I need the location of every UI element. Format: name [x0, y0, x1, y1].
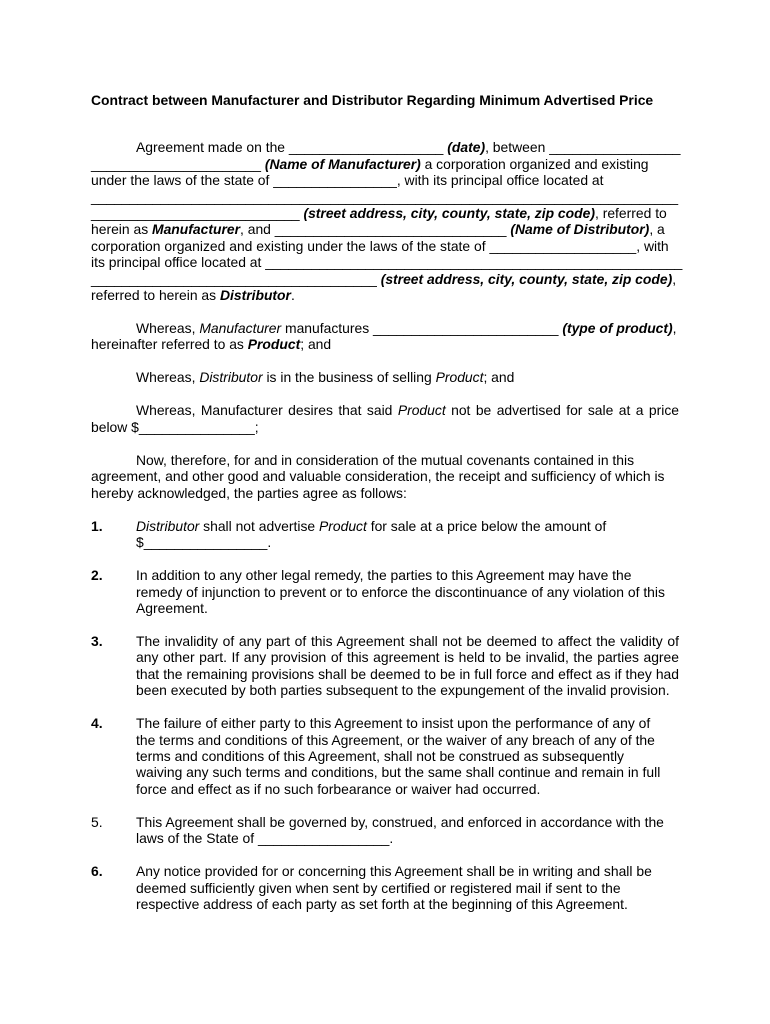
product-term: Product — [247, 336, 301, 353]
product-term: Product — [397, 402, 446, 419]
whereas-text: ; and — [483, 369, 515, 386]
distributor-term: Distributor — [136, 517, 200, 534]
address-label: (street address, city, county, state, zip code) — [380, 270, 673, 287]
clause-1 — [91, 518, 679, 551]
whereas-text: manufactures ________________________ — [281, 320, 563, 337]
intro-text: , between _________________ — [485, 139, 681, 156]
intro-text: Agreement made on the ____________________ — [136, 139, 448, 156]
clause-5-line-1: This Agreement shall be governed by, construed, and enforced in accordance with the — [136, 813, 664, 830]
clause-number: 4. — [91, 715, 103, 732]
whereas-text: Whereas, Manufacturer desires that said — [136, 402, 398, 419]
whereas-1-line-1 — [91, 320, 679, 336]
whereas-1-line-2 — [91, 336, 679, 352]
intro-line-10 — [91, 287, 679, 303]
whereas-paragraph-1 — [91, 320, 679, 353]
product-type-label: (type of product) — [562, 320, 673, 337]
clause-number: 1. — [91, 517, 103, 534]
address-label: (street address, city, county, state, zip code) — [303, 205, 595, 222]
intro-line-2 — [91, 156, 679, 172]
document-title: Contract between Manufacturer and Distributor Regarding Minimum Advertised Price — [91, 92, 654, 108]
clause-1-line-1 — [136, 518, 679, 534]
whereas-paragraph-2 — [91, 369, 679, 385]
product-term: Product — [435, 369, 484, 386]
now-therefore-paragraph: Now, therefore, for and in consideration of the mutual covenants contained in this agreement, and other good and valuable consideration, the receipt and sufficiency of which is hereby acknowledged, the parties agree as follows: — [91, 451, 665, 501]
intro-text: , — [672, 270, 677, 287]
intro-text: , a — [649, 221, 665, 238]
intro-line-9 — [91, 271, 679, 287]
manufacturer-name-label: (Name of Manufacturer) — [264, 155, 421, 172]
intro-text: a corporation organized and existing — [420, 155, 649, 172]
distributor-term: Distributor — [199, 369, 263, 386]
intro-paragraph — [91, 139, 683, 304]
intro-text: ___________________________ — [91, 205, 304, 222]
clause-5 — [91, 814, 679, 847]
intro-line-5 — [91, 205, 679, 221]
clause-5-line-2: laws of the State of _________________. — [136, 830, 394, 847]
whereas-text: , — [672, 320, 677, 337]
date-label: (date) — [447, 139, 486, 156]
intro-line-4: ____________________________________________________________________________ — [91, 188, 679, 205]
clause-number: 6. — [91, 863, 103, 880]
whereas-text: hereinafter referred to as — [91, 336, 248, 353]
clause-text: for sale at a price below the amount of — [366, 517, 607, 534]
distributor-term: Distributor — [219, 287, 291, 304]
clause-3 — [91, 633, 679, 699]
product-term: Product — [318, 517, 367, 534]
intro-text: . — [290, 287, 295, 304]
clause-6 — [91, 863, 679, 912]
intro-line-3: under the laws of the state of ________________, with its principal office located at — [91, 172, 604, 189]
clause-text: shall not advertise — [199, 517, 319, 534]
manufacturer-term: Manufacturer — [152, 221, 241, 238]
clause-number: 5. — [91, 813, 103, 830]
whereas-text: ; and — [300, 336, 332, 353]
clause-1-line-2: $________________. — [136, 534, 272, 551]
distributor-name-label: (Name of Distributor) — [510, 221, 650, 238]
intro-text: ______________________ — [91, 155, 265, 172]
whereas-text: Whereas, — [136, 320, 200, 337]
clause-text: In addition to any other legal remedy, the parties to this Agreement may have the remedy of injunction to prevent or to enforce the discontinuance of any violation of this Agreement. — [136, 567, 665, 616]
intro-line-1 — [91, 139, 679, 155]
clause-text: The failure of either party to this Agreement to insist upon the performance of any of the terms and conditions of this Agreement, or the waiver of any breach of any of the terms and conditions of this Agreement, shall not be construed as subsequently waiving any such terms and conditions, but the same shall continue and remain in full force and effect as if no such forbearance or waiver had occurred. — [136, 715, 661, 797]
whereas-2-line-1 — [91, 369, 679, 385]
intro-text: , referred to — [594, 205, 667, 222]
document-page — [91, 92, 683, 929]
intro-line-7: corporation organized and existing under the laws of the state of ___________________, with — [91, 237, 669, 254]
intro-line-6 — [91, 221, 679, 237]
manufacturer-term: Manufacturer — [199, 320, 282, 337]
intro-line-8: its principal office located at ______________________________________________________ — [91, 254, 683, 271]
clause-text: The invalidity of any part of this Agreement shall not be deemed to affect the validity of any other part. If any provision of this agreement is held to be invalid, the parties agree that the remaining provisions shall be deemed to be in full force and effect as if they had been executed by both parties subsequent to the expungement of the invalid provision. — [136, 632, 679, 699]
clause-number: 2. — [91, 567, 103, 584]
clause-2 — [91, 567, 679, 616]
intro-text: herein as — [91, 221, 153, 238]
clause-text: Any notice provided for or concerning this Agreement shall be in writing and shall be deemed sufficiently given when sent by certified or registered mail if sent to the respective address of each party as set forth at the beginning of this Agreement. — [136, 863, 652, 912]
whereas-paragraph-3 — [91, 402, 679, 435]
intro-text: , and ______________________________ — [240, 221, 511, 238]
whereas-text: not be advertised for sale at a price below $_______________; — [91, 402, 679, 435]
intro-text: referred to herein as — [91, 287, 220, 304]
whereas-text: Whereas, — [136, 369, 200, 386]
clause-number: 3. — [91, 632, 103, 649]
clause-4 — [91, 715, 679, 797]
intro-text: _____________________________________ — [91, 270, 381, 287]
whereas-text: is in the business of selling — [262, 369, 436, 386]
